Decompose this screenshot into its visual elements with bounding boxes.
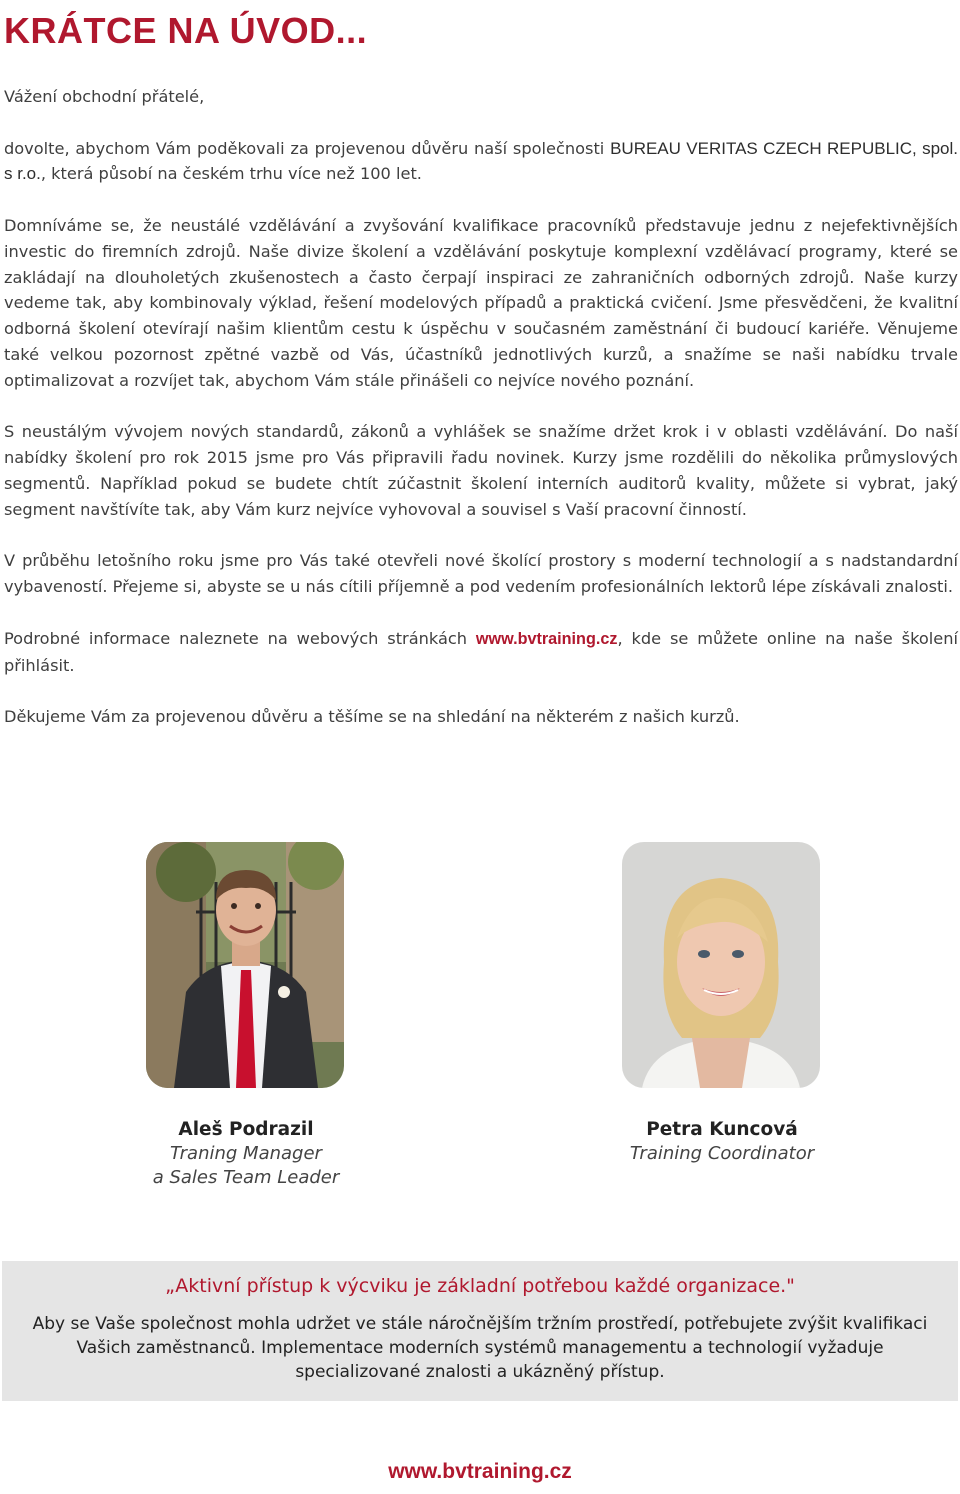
thanks-text: dovolte, abychom Vám poděkovali za projevenou důvěru naší společnosti — [4, 138, 611, 158]
website-link[interactable]: www.bvtraining.cz — [475, 629, 618, 648]
letter-greeting: Vážení obchodní přátelé, — [4, 87, 205, 106]
quote-title: „Aktivní přístup k výcviku je základní potřebou každé organizace." — [165, 1275, 795, 1297]
letter-paragraph-closing: Děkujeme Vám za projevenou důvěru a těšíme se na shledání na některém z našich kurzů. — [4, 707, 740, 727]
person-role-secondary: a Sales Team Leader — [152, 1167, 340, 1188]
portrait-photo-petra — [622, 842, 820, 1088]
thanks-text-end: , která působí na českém trhu více než 100 let. — [40, 164, 422, 184]
letter-paragraph-facilities: V průběhu letošního roku jsme pro Vás také otevřeli nové školící prostory s moderní technologií a s nadstandardní vybaveností. Přejeme si, abyste se u nás cítili příjemně a pod vedením profesionálních lektorů lépe získávali znalosti. — [4, 551, 958, 597]
letter-paragraph-standards: S neustálým vývojem nových standardů, zákonů a vyhlášek se snažíme držet krok i v oblasti vzdělávání. Do naší nabídky školení pro rok 2015 jsme pro Vás připravili řadu novinek. Kurzy jsme rozdělili do několika průmyslových segmentů. Například pokud se budete chtít zúčastnit školení interních auditorů kvality, můžete si vybrat, jaký segment navštívíte tak, aby Vám kurz nejvíce vyhovoval a souvisel s Vaší pracovní činností. — [4, 422, 958, 519]
person-role: Traning Manager — [170, 1143, 322, 1164]
letter-paragraph-thanks — [4, 136, 958, 188]
letter-paragraph-education: Domníváme se, že neustálé vzdělávání a zvyšování kvalifikace pracovníků představuje jednu z nejefektivnějších investic do firemních zdrojů. Naše divize školení a vzdělávání poskytuje komplexní vzdělávací programy, které se zakládají na dlouholetých zkušenostech a často čerpají inspiraci ze zahraničních odborných zdrojů. Naše kurzy vedeme tak, aby kombinovaly výklad, řešení modelových případů a praktická cvičení. Jsme přesvědčeni, že kvalitní odborná školení otevírají našim klientům cestu k úspěchu v současném zaměstnání či budoucí kariéře. Věnujeme také velkou pozornost zpětné vazbě od Vás, účastníků jednotlivých kurzů, a snažíme se naši nabídku trvale optimalizovat a rozvíjet tak, abychom Vám stále přinášeli co nejvíce nového poznání. — [4, 215, 958, 390]
person-role: Training Coordinator — [629, 1143, 815, 1164]
website-text: Podrobné informace naleznete na webových stránkách — [4, 628, 476, 648]
person-card-petra — [592, 1118, 852, 1166]
website-text-end: , kde se můžete online na naše školení přihlásit. — [4, 628, 958, 675]
page-heading: KRÁTCE NA ÚVOD... — [4, 10, 368, 51]
portrait-photo-ales — [146, 842, 344, 1088]
person-name: Aleš Podrazil — [178, 1119, 314, 1140]
quote-box — [2, 1261, 958, 1401]
person-name: Petra Kuncová — [646, 1119, 798, 1140]
intro-letter — [4, 84, 958, 756]
company-name: BUREAU VERITAS CZECH REPUBLIC, spol. s r.o. — [4, 138, 958, 184]
quote-body: Aby se Vaše společnost mohla udržet ve stále náročnějším tržním prostředí, potřebujete zvýšit kvalifikaci Vašich zaměstnanců. Implementace moderních systémů managementu a technologií vyžaduje specializované znalosti a ukázněný přístup. — [32, 1314, 928, 1382]
person-card-ales — [116, 1118, 376, 1190]
letter-paragraph-website — [4, 626, 958, 679]
footer-website-link[interactable]: www.bvtraining.cz — [388, 1460, 572, 1483]
